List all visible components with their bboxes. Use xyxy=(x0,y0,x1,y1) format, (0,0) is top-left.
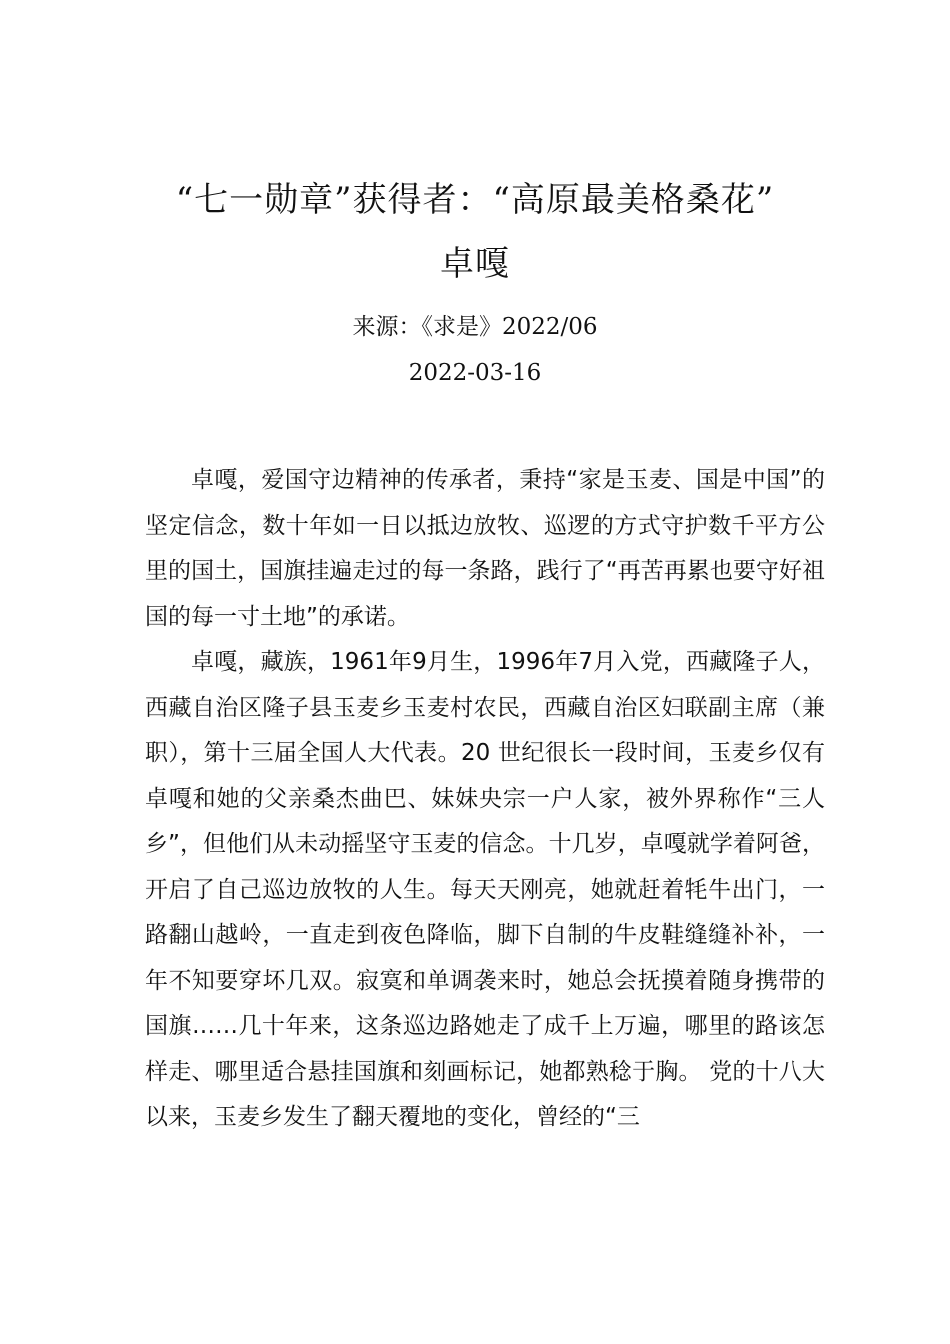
document-title-line-1: “七一勋章”获得者：“高原最美格桑花” xyxy=(175,180,775,220)
article-body xyxy=(145,458,825,1141)
document-title-line-2: 卓嘎 xyxy=(440,244,510,284)
publish-date: 2022-03-16 xyxy=(408,360,542,386)
source-line: 来源：《求是》2022/06 xyxy=(352,314,598,340)
paragraph-biography: 卓嘎，藏族，1961年9月生，1996年7月入党，西藏隆子人，西藏自治区隆子县玉麦乡玉麦村农民，西藏自治区妇联副主席（兼职），第十三届全国人大代表。20 世纪很长一段时间，玉麦乡仅有卓嘎和她的父亲桑杰曲巴、妹妹央宗一户人家，被外界称作“三人乡”，但他们从未动摇坚守玉麦的信念。十几岁，卓嘎就学着阿爸，开启了自己巡边放牧的人生。每天天刚亮，她就赶着牦牛出门，一路翻山越岭，一直走到夜色降临，脚下自制的牛皮鞋缝缝补补，一年不知要穿坏几双。寂寞和单调袭来时，她总会抚摸着随身携带的国旗……几十年来，这条巡边路她走了成千上万遍，哪里的路该怎样走、哪里适合悬挂国旗和刻画标记，她都熟稔于胸。 党的十八大以来，玉麦乡发生了翻天覆地的变化，曾经的“三 xyxy=(145,649,825,1130)
paragraph-intro: 卓嘎，爱国守边精神的传承者，秉持“家是玉麦、国是中国”的坚定信念，数十年如一日以抵边放牧、巡逻的方式守护数千平方公里的国土，国旗挂遍走过的每一条路，践行了“再苦再累也要守好祖国的每一寸土地”的承诺。 xyxy=(145,467,825,630)
